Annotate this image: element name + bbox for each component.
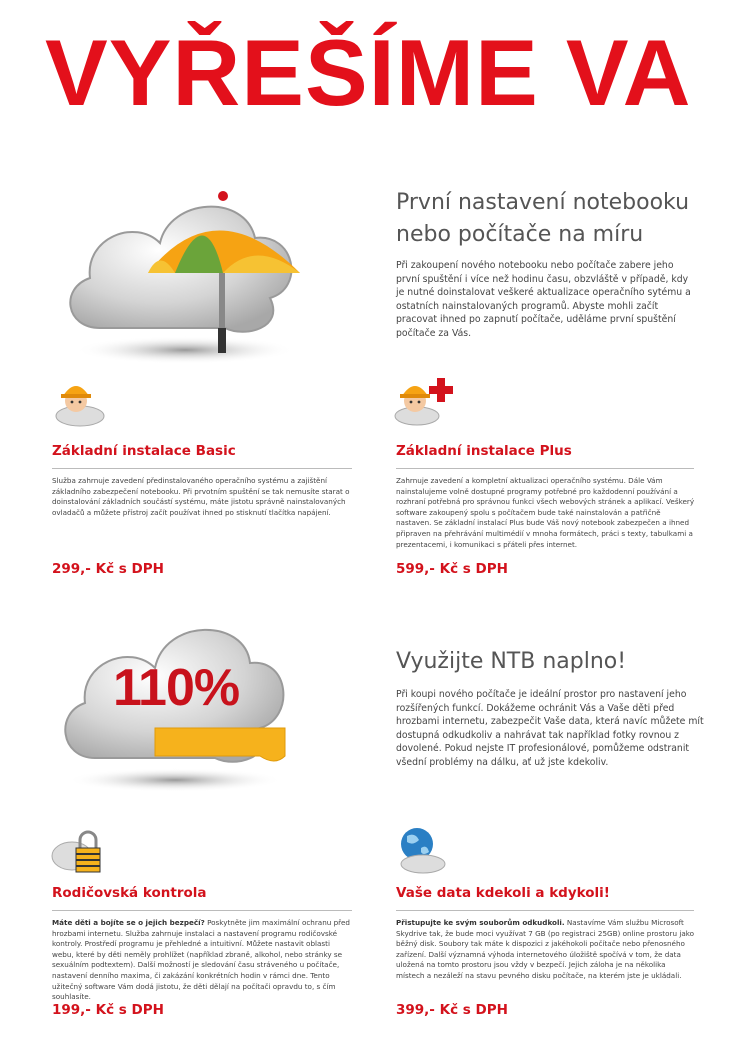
basic-price: 299,- Kč s DPH	[52, 561, 164, 577]
basic-text: Služba zahrnuje zavedení předinstalovaného operačního systému a zajištění základního zabezpečení notebooku. Při prvotním spuštění se tak nemusíte starat o doinstalování základních součástí systému, máte jistotu správně nainstalovaných ovladačů a můžete přístroj začít používat ihned po stisknutí tlačítka napájení.	[52, 476, 350, 517]
cloud-divider	[396, 910, 694, 911]
worker-cloud-icon	[50, 376, 106, 428]
section2-title: Využijte NTB naplno!	[396, 649, 627, 674]
plus-price: 599,- Kč s DPH	[396, 561, 508, 577]
section1-title-line1: První nastavení notebooku	[396, 190, 690, 215]
section2-text: Při koupi nového počítače je ideální prostor pro nastavení jeho rozšířených funkcí. Dokážeme ochránit Vás a Vaše děti před hrozbami internetu, zabezpečit Vaše data, která navíc můžete mít dostupná odkudkoliv a nahrávat tak například fotky rovnou z dovolené. Pokud nejste IT profesionálové, pomůžeme odstranit všední problémy na dálku, ať už jste kdekoliv.	[396, 689, 704, 768]
cloud-title: Vaše data kdekoli a kdykoli!	[396, 885, 610, 901]
section1-text: Při zakoupení nového notebooku nebo počítače zabere jeho první spuštění i více než hodinu času, obzvláště v případě, kdy je nutné doinstalovat veškeré aktualizace operačního sytému a ostatních nainstalovaných programů. Abyste mohli začít pracovat ihned po zapnutí počítače, uděláme první spuštění počítače za Vás.	[396, 260, 691, 339]
basic-divider	[52, 468, 352, 469]
section1-title-line2: nebo počítače na míru	[396, 222, 644, 247]
worker-cloud-plus-icon	[393, 372, 465, 428]
parental-body: Poskytněte jim maximální ochranu před hrozbami internetu. Služba zahrnuje instalaci a nastavení programu rodičovské kontroly. Prostředí programu je přehledné a intuitivní. Můžete nastavit oblasti webu, které by děti neměly prohlížet (například zbraně, alkohol, nebo stránky se sexuálním podtextem). Další možností je sledování času stráveného u počítače, nastavení denního maxima, či zakázání konkrétních hodin v rámci dne. Tento užitečný software Vám dodá jistotu, že děti dělají na počítači opravdu to, s čím souhlasíte.	[52, 918, 350, 1002]
parental-title: Rodičovská kontrola	[52, 885, 207, 901]
cloud-body: Nastavíme Vám službu Microsoft Skydrive tak, že bude moci využívat 7 GB (po registraci 25GB) online prostoru jako běžný disk. Soubory tak máte k dispozici z jakéhokoli počítače nebo přenosného zařízení. Další významná výhoda internetového úložiště spočívá v tom, že data uložená na tomto prostoru jsou vždy v bezpečí. Jejich záloha je na několika místech a nezáleží na stavu pevného disku počítače, na kterém jste je ukládali.	[396, 918, 695, 980]
cloud-text	[396, 918, 696, 982]
plus-title: Základní instalace Plus	[396, 443, 572, 459]
basic-title: Základní instalace Basic	[52, 443, 236, 459]
lock-cloud-icon	[50, 828, 106, 878]
globe-cloud-icon	[393, 824, 449, 876]
plus-text: Zahrnuje zavedení a kompletní aktualizaci operačního systému. Dále Vám nainstalujeme volně dostupné programy potřebné pro každodenní používání a rozhraní potřebná pro správnou funkci všech webových stránek a aplikací. Veškerý software zakoupený spolu s počítačem bude také nainstalován a patřičně nastaven. Se základní instalací Plus bude Váš nový notebook zabezpečen a ihned připraven na přehrávání multimédií v mnoha formátech, práci s texty, tabulkami a prezentacemi, i komunikaci s přáteli přes internet.	[396, 476, 695, 549]
parental-text	[52, 918, 352, 1003]
parental-lead: Máte děti a bojíte se o jejich bezpečí?	[52, 918, 205, 927]
badge-110-percent: 110%	[113, 659, 240, 717]
plus-divider	[396, 468, 694, 469]
cloud-lead: Přistupujte ke svým souborům odkudkoli.	[396, 918, 565, 927]
parental-price: 199,- Kč s DPH	[52, 1002, 164, 1018]
cloud-price: 399,- Kč s DPH	[396, 1002, 508, 1018]
umbrella-cloud-illustration	[55, 178, 315, 368]
cloud-110-illustration	[55, 608, 295, 793]
banner-heading: VYŘEŠÍME VA	[45, 20, 692, 125]
parental-divider	[52, 910, 352, 911]
